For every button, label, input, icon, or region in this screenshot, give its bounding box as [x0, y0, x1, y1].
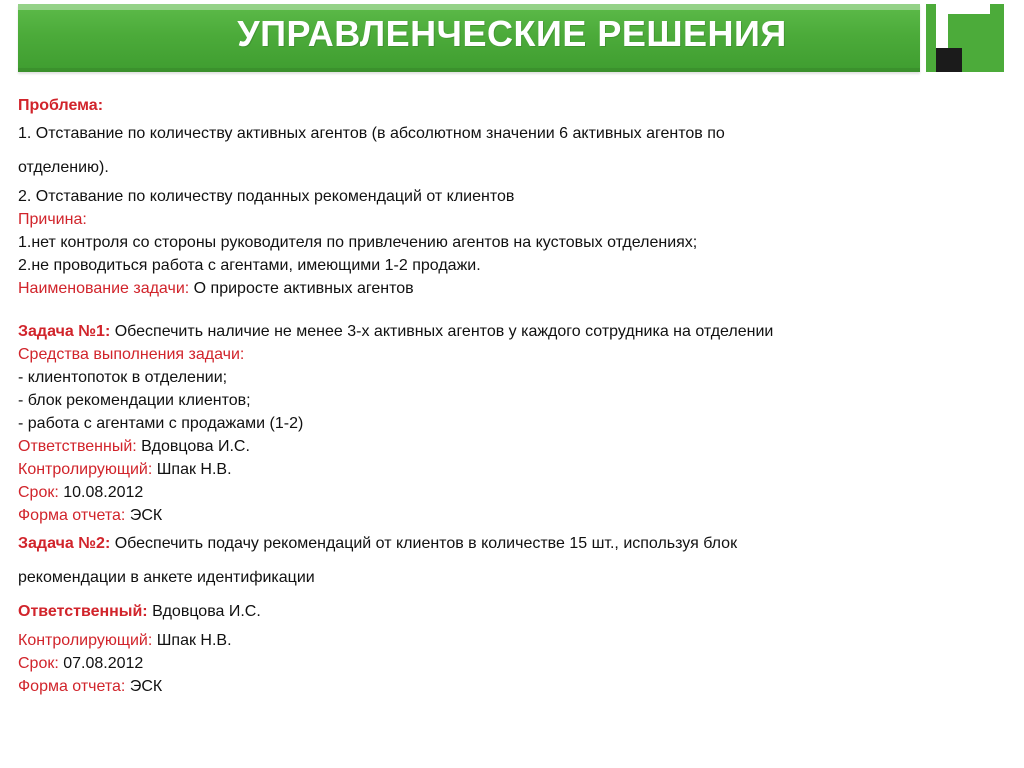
task1-responsible-value: Вдовцова И.С.	[136, 438, 250, 455]
task2-row	[18, 527, 1008, 561]
task-name-row	[18, 277, 1008, 300]
cause-label: Причина:	[18, 211, 87, 228]
task2-deadline-value: 07.08.2012	[58, 655, 144, 672]
task1-deadline-value: 10.08.2012	[58, 484, 144, 501]
problem-item-1-line-1: 1. Отставание по количеству активных агентов (в абсолютном значении 6 активных агентов по	[18, 125, 725, 142]
page-title: УПРАВЛЕНЧЕСКИЕ РЕШЕНИЯ	[237, 13, 787, 54]
problem-label: Проблема:	[18, 97, 104, 114]
section-spacer	[18, 300, 1008, 320]
task2-label: Задача №2:	[18, 535, 111, 552]
task1-controller-value: Шпак Н.В.	[152, 461, 232, 478]
task2-report-label: Форма отчета:	[18, 678, 126, 695]
cause-item-2: 2.не проводиться работа с агентами, имеющими 1-2 продажи.	[18, 257, 481, 274]
task1-report-label: Форма отчета:	[18, 507, 126, 524]
task1-means-item: - клиентопоток в отделении;	[18, 369, 228, 386]
content-body	[18, 94, 1008, 698]
task2-responsible-value: Вдовцова И.С.	[147, 603, 261, 620]
problem-section	[18, 94, 1008, 117]
task2-controller-label: Контролирующий:	[18, 632, 153, 649]
cause-item-1: 1.нет контроля со стороны руководителя по привлечению агентов на кустовых отделениях;	[18, 234, 698, 251]
task1-value: Обеспечить наличие не менее 3-х активных агентов у каждого сотрудника на отделении	[110, 323, 774, 340]
task-name-label: Наименование задачи:	[18, 280, 190, 297]
task2-deadline-label: Срок:	[18, 655, 59, 672]
brand-logo-icon	[926, 4, 1004, 72]
problem-item-2: 2. Отставание по количеству поданных рекомендаций от клиентов	[18, 188, 515, 205]
task2-responsible-row	[18, 595, 1008, 629]
task1-row	[18, 320, 1008, 343]
task-name-value: О приросте активных агентов	[189, 280, 414, 297]
task1-means-item: - работа с агентами с продажами (1-2)	[18, 415, 304, 432]
task2-deadline-row	[18, 652, 1008, 675]
task1-report-value: ЭСК	[125, 507, 163, 524]
task2-value-line-1: Обеспечить подачу рекомендаций от клиентов в количестве 15 шт., используя блок	[110, 535, 738, 552]
task1-means-item: - блок рекомендации клиентов;	[18, 392, 251, 409]
cause-section	[18, 208, 1008, 231]
task2-responsible-label: Ответственный:	[18, 603, 148, 620]
task1-means-row	[18, 343, 1008, 366]
task1-means-label: Средства выполнения задачи:	[18, 346, 245, 363]
task2-controller-value: Шпак Н.В.	[152, 632, 232, 649]
task1-deadline-row	[18, 481, 1008, 504]
task2-controller-row	[18, 629, 1008, 652]
problem-item-1-line-2: отделению).	[18, 159, 109, 176]
task1-deadline-label: Срок:	[18, 484, 59, 501]
task2-report-value: ЭСК	[125, 678, 163, 695]
logo-black-square	[936, 48, 962, 72]
task1-controller-label: Контролирующий:	[18, 461, 153, 478]
task1-label: Задача №1:	[18, 323, 111, 340]
task1-responsible-label: Ответственный:	[18, 438, 137, 455]
task1-report-row	[18, 504, 1008, 527]
task1-responsible-row	[18, 435, 1008, 458]
task1-controller-row	[18, 458, 1008, 481]
task2-value-line-2: рекомендации в анкете идентификации	[18, 569, 315, 586]
task2-report-row	[18, 675, 1008, 698]
